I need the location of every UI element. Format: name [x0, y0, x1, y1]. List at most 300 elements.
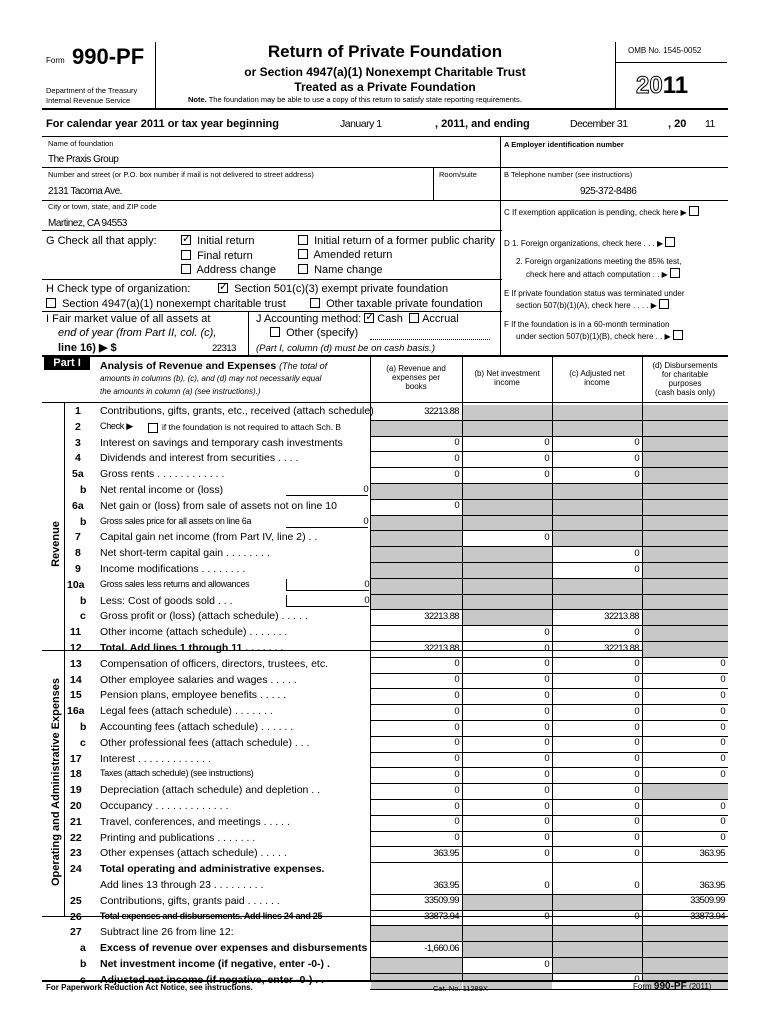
line-label: Gross profit or (loss) (attach schedule) . . . . .: [100, 610, 308, 623]
street-address[interactable]: 2131 Tacoma Ave.: [48, 186, 122, 197]
calendar-20: , 20: [668, 118, 687, 130]
shaded-cell: [553, 895, 642, 910]
line-label: Gross sales less returns and allowances: [100, 578, 250, 589]
name-label: Name of foundation: [48, 139, 114, 148]
d2-checkbox[interactable]: [670, 268, 680, 278]
shaded-cell: [643, 784, 728, 799]
g-address-change-checkbox[interactable]: [181, 264, 191, 274]
amount-col-b[interactable]: 0: [544, 753, 549, 765]
amount-col-d[interactable]: 0: [720, 721, 725, 733]
tax-year-end-yy[interactable]: 11: [705, 118, 715, 130]
g-name-change-label: Name change: [314, 264, 383, 276]
amount-col-b[interactable]: 0: [544, 958, 549, 970]
d2b-text: check here and attach computation . . ▶: [526, 270, 668, 279]
amount-col-a[interactable]: 32213.88: [424, 642, 459, 654]
h-501c3-checkbox[interactable]: [218, 283, 228, 293]
amount-col-c[interactable]: 32213.88: [604, 610, 639, 622]
city-state-zip[interactable]: Martinez, CA 94553: [48, 218, 127, 229]
fmv-assets[interactable]: 22313: [212, 343, 236, 354]
g-address-change[interactable]: [181, 264, 276, 276]
shaded-cell: [371, 563, 462, 578]
col-a-h1: (a) Revenue and: [386, 364, 446, 373]
shaded-cell: [643, 516, 728, 531]
amount-col-c[interactable]: 0: [634, 800, 639, 812]
amount-col-a[interactable]: 0: [454, 452, 459, 464]
inline-amount[interactable]: 0: [286, 516, 368, 528]
line-label: Total. Add lines 1 through 11 . . . . . . .: [100, 642, 284, 654]
line-label: Total operating and administrative expenses.: [100, 863, 325, 876]
amount-col-b[interactable]: 0: [544, 784, 549, 796]
amount-col-a[interactable]: 32213.88: [424, 405, 459, 417]
amount-col-b[interactable]: 0: [544, 721, 549, 733]
line-number: 17: [70, 752, 82, 765]
amount-col-a[interactable]: 363.95: [433, 847, 459, 859]
shaded-cell: [643, 642, 728, 657]
col-a-header: [370, 364, 462, 391]
g-label: G Check all that apply:: [46, 235, 157, 247]
amount-col-a[interactable]: 0: [454, 721, 459, 733]
amount-col-c[interactable]: 0: [634, 847, 639, 859]
amount-col-c[interactable]: 0: [634, 658, 639, 670]
line-label: Other employee salaries and wages . . . . .: [100, 673, 297, 686]
line-label: Travel, conferences, and meetings . . . . .: [100, 815, 290, 828]
line-number: 27: [70, 926, 82, 939]
shaded-cell: [643, 405, 728, 420]
col-a-h2: expenses per: [391, 373, 441, 382]
line-number: c: [80, 610, 86, 623]
amount-col-c[interactable]: 0: [634, 626, 639, 638]
amount-col-c[interactable]: 0: [634, 547, 639, 559]
amount-col-a[interactable]: 0: [454, 674, 459, 686]
line-label: Net gain or (loss) from sale of assets not on line 10: [100, 499, 337, 512]
shaded-cell: [643, 452, 728, 467]
amount-col-b[interactable]: 0: [544, 531, 549, 543]
amount-col-d[interactable]: 0: [720, 768, 725, 780]
shaded-cell: [643, 531, 728, 546]
amount-col-b[interactable]: 0: [544, 800, 549, 812]
amount-col-d[interactable]: 0: [720, 832, 725, 844]
line-label: Net short-term capital gain . . . . . . . .: [100, 547, 270, 560]
form-subtitle-1: or Section 4947(a)(1) Nonexempt Charitable Trust: [244, 65, 526, 79]
amount-col-d[interactable]: 33873.94: [690, 911, 725, 923]
line-number: c: [80, 973, 86, 986]
g-initial-former[interactable]: [298, 235, 495, 247]
amount-col-b[interactable]: 0: [544, 452, 549, 464]
line-label: Dividends and interest from securities . . . .: [100, 452, 299, 465]
d2b-label: [526, 268, 683, 279]
amount-col-d[interactable]: 0: [720, 674, 725, 686]
amount-col-c[interactable]: 0: [634, 705, 639, 717]
shaded-cell: [371, 595, 462, 610]
line-label: Other income (attach schedule) . . . . . . .: [100, 626, 288, 639]
line-number: 19: [70, 784, 82, 797]
shaded-cell: [553, 516, 642, 531]
shaded-cell: [371, 531, 462, 546]
shaded-cell: [553, 531, 642, 546]
j-other[interactable]: [270, 327, 358, 339]
tax-year-end[interactable]: December 31: [570, 118, 628, 130]
i-line-3: line 16) ▶ $: [58, 342, 117, 354]
line-number: b: [80, 721, 87, 733]
h-4947-label: Section 4947(a)(1) nonexempt charitable trust: [62, 298, 286, 310]
g-name-change[interactable]: [298, 264, 383, 276]
shaded-cell: [643, 610, 728, 625]
col-d-h4: (cash basis only): [654, 388, 716, 397]
line-label: Subtract line 26 from line 12:: [100, 926, 234, 939]
line-label: Check ▶: [100, 420, 133, 431]
line-number: 11: [70, 626, 82, 639]
amount-col-b[interactable]: 0: [544, 705, 549, 717]
amount-col-b[interactable]: 0: [544, 468, 549, 480]
h-other-taxable-label: Other taxable private foundation: [326, 298, 483, 310]
amount-col-a[interactable]: 0: [454, 500, 459, 512]
line-number: c: [80, 736, 86, 749]
amount-col-a[interactable]: 0: [454, 832, 459, 844]
inline-amount[interactable]: 0: [286, 579, 369, 591]
amount-col-a[interactable]: 0: [454, 437, 459, 449]
amount-col-b[interactable]: 0: [544, 847, 549, 859]
dept-label: Department of the Treasury: [46, 86, 138, 95]
form-label: Form: [46, 56, 65, 65]
shaded-cell: [643, 626, 728, 641]
amount-col-a[interactable]: 0: [454, 468, 459, 480]
line-number: 5a: [72, 468, 84, 481]
col-b-header: [462, 369, 552, 387]
line-number: 8: [75, 547, 81, 560]
amount-col-c[interactable]: 0: [634, 911, 639, 923]
line-label: Other professional fees (attach schedule) . . .: [100, 736, 310, 749]
amount-col-a[interactable]: 0: [454, 768, 459, 780]
amount-col-c[interactable]: 0: [634, 879, 639, 891]
line-number: b: [80, 594, 87, 607]
shaded-cell: [553, 484, 642, 499]
amount-col-a[interactable]: 33873.94: [424, 911, 459, 923]
line-number: 23: [70, 847, 82, 860]
line-label: Legal fees (attach schedule) . . . . . . .: [100, 705, 273, 718]
amount-col-b[interactable]: 0: [544, 674, 549, 686]
ein-label: A Employer identification number: [504, 140, 624, 149]
line-label: Accounting fees (attach schedule) . . . . . .: [100, 721, 294, 733]
j-label-text: J Accounting method:: [256, 313, 362, 325]
col-d-h3: purposes: [668, 379, 702, 388]
amount-col-a[interactable]: -1,660.06: [424, 942, 459, 954]
shaded-cell: [463, 579, 552, 594]
line-label: Pension plans, employee benefits . . . . .: [100, 689, 287, 702]
h-4947-checkbox[interactable]: [46, 298, 56, 308]
line-label: Excess of revenue over expenses and disbursements: [100, 942, 368, 955]
shaded-cell: [643, 942, 728, 957]
tax-year-outline: 20: [636, 72, 663, 99]
foundation-name[interactable]: The Praxis Group: [48, 154, 119, 165]
col-d-h2: for charitable: [661, 370, 709, 379]
d2a-label: 2. Foreign organizations meeting the 85% test,: [516, 257, 682, 266]
amount-col-d[interactable]: 0: [720, 753, 725, 765]
line-label: Gross rents . . . . . . . . . . . .: [100, 468, 225, 481]
inline-amount[interactable]: 0: [286, 595, 369, 607]
amount-col-d[interactable]: 0: [720, 705, 725, 717]
telephone-number[interactable]: 925-372-8486: [580, 186, 637, 197]
tax-year-bold: 11: [662, 72, 689, 99]
col-b-h2: income: [494, 378, 520, 387]
amount-col-b[interactable]: 0: [544, 832, 549, 844]
j-other-label: Other (specify): [286, 327, 359, 339]
footer-form-label: Form: [633, 982, 652, 991]
j-cash-checkbox[interactable]: [364, 313, 374, 323]
shaded-cell: [463, 547, 552, 562]
line-label: Compensation of officers, directors, trustees, etc.: [100, 657, 328, 670]
shaded-cell: [553, 579, 642, 594]
line-label: Occupancy . . . . . . . . . . . . .: [100, 800, 229, 812]
amount-col-a[interactable]: 0: [454, 737, 459, 749]
h-4947[interactable]: [46, 298, 286, 310]
shaded-cell: [463, 595, 552, 610]
amount-col-a[interactable]: 0: [454, 753, 459, 765]
amount-col-a[interactable]: 33509.99: [424, 895, 459, 907]
amount-col-b[interactable]: 0: [544, 642, 549, 654]
j-label: [256, 313, 459, 325]
form-subtitle-2: Treated as a Private Foundation: [294, 80, 476, 94]
f-checkbox[interactable]: [673, 330, 683, 340]
street-label: Number and street (or P.O. box number if mail is not delivered to street address): [48, 170, 314, 179]
h-other-taxable[interactable]: [310, 298, 483, 310]
g-amended-return-checkbox[interactable]: [298, 249, 308, 259]
amount-col-a[interactable]: 0: [454, 658, 459, 670]
col-c-header: [552, 369, 642, 387]
shaded-cell: [643, 500, 728, 515]
part1-title: [100, 360, 327, 372]
h-501c3[interactable]: [218, 283, 448, 295]
shaded-cell: [553, 405, 642, 420]
f2-label: [516, 330, 686, 341]
amount-col-c[interactable]: 0: [634, 832, 639, 844]
shaded-cell: [553, 958, 642, 973]
amount-col-c[interactable]: 0: [634, 437, 639, 449]
amount-col-a[interactable]: 0: [454, 705, 459, 717]
amount-col-a[interactable]: 0: [454, 784, 459, 796]
i-line-1: I Fair market value of all assets at: [46, 313, 211, 325]
shaded-cell: [463, 421, 552, 436]
g-initial-former-checkbox[interactable]: [298, 235, 308, 245]
j-cash-label: Cash: [377, 313, 403, 325]
line-number: 21: [70, 815, 82, 828]
col-b-h1: (b) Net investment: [474, 369, 540, 378]
amount-col-c[interactable]: 0: [634, 737, 639, 749]
amount-col-b[interactable]: 0: [544, 437, 549, 449]
g-final-return-label: Final return: [197, 250, 253, 262]
shaded-cell: [553, 942, 642, 957]
irs-label: Internal Revenue Service: [46, 96, 131, 105]
amount-col-c[interactable]: 0: [634, 721, 639, 733]
shaded-cell: [643, 926, 728, 941]
amount-col-b[interactable]: 0: [544, 879, 549, 891]
amount-col-d[interactable]: 0: [720, 689, 725, 701]
line-number: b: [80, 484, 87, 496]
line-number: 16a: [67, 705, 85, 718]
expenses-side-label: Operating and Administrative Expenses: [50, 677, 62, 887]
shaded-cell: [371, 421, 462, 436]
line-label: Gross sales price for all assets on line 6a: [100, 515, 252, 526]
omb-number: OMB No. 1545-0052: [628, 46, 702, 55]
line-number: b: [80, 958, 87, 970]
line-label: Taxes (attach schedule) (see instructions): [100, 768, 254, 779]
amount-col-d[interactable]: 363.95: [699, 847, 725, 859]
line-label: Contributions, gifts, grants, etc., received (attach schedule): [100, 405, 374, 417]
amount-col-a[interactable]: 363.95: [433, 879, 459, 891]
amount-col-c[interactable]: 0: [634, 768, 639, 780]
calendar-label: For calendar year 2011 or tax year beginning: [46, 118, 279, 130]
line-number: 9: [75, 563, 81, 575]
e-checkbox[interactable]: [659, 299, 669, 309]
line-number: 1: [75, 405, 81, 417]
j-note: (Part I, column (d) must be on cash basis.): [256, 343, 435, 354]
line-label: Net rental income or (loss): [100, 484, 224, 496]
line-number: 22: [70, 831, 82, 844]
e2-text: section 507(b)(1)(A), check here . . . . ▶: [516, 301, 657, 310]
footer-year: (2011): [688, 982, 712, 991]
line-number: b: [80, 515, 87, 528]
h-other-taxable-checkbox[interactable]: [310, 298, 320, 308]
line-label: Interest . . . . . . . . . . . . .: [100, 752, 211, 765]
room-label: Room/suite: [439, 170, 477, 179]
g-address-change-label: Address change: [196, 264, 276, 276]
g-initial-return-checkbox[interactable]: [181, 235, 191, 245]
g-name-change-checkbox[interactable]: [298, 264, 308, 274]
shaded-cell: [553, 926, 642, 941]
line-number: a: [80, 942, 86, 955]
g-initial-return[interactable]: [181, 235, 255, 247]
note-text: The foundation may be able to use a copy of this return to satisfy state reporting requirements.: [208, 95, 522, 104]
form-title: Return of Private Foundation: [267, 42, 503, 61]
d1-checkbox[interactable]: [665, 237, 675, 247]
tax-year-begin[interactable]: January 1: [340, 118, 382, 130]
amount-col-a[interactable]: 0: [454, 689, 459, 701]
j-accrual-label: Accrual: [422, 313, 459, 325]
d1-label: [504, 237, 678, 248]
line-label: Interest on savings and temporary cash investments: [100, 436, 343, 449]
g-final-return[interactable]: [181, 250, 253, 262]
h-label: H Check type of organization:: [46, 283, 191, 295]
row-rule: [370, 862, 728, 863]
shaded-cell: [643, 595, 728, 610]
amount-col-c[interactable]: 0: [634, 689, 639, 701]
amount-col-c[interactable]: 0: [634, 816, 639, 828]
col-c-h1: (c) Adjusted net: [569, 369, 625, 378]
amount-col-c[interactable]: 32213.88: [604, 642, 639, 654]
line-number: 2: [75, 420, 81, 433]
shaded-cell: [463, 942, 552, 957]
line-label: Other expenses (attach schedule) . . . . .: [100, 847, 287, 860]
line-label: Total expenses and disbursements. Add lines 24 and 25: [100, 910, 323, 921]
part1-title-tail: (The total of: [279, 361, 328, 371]
f1-label: F If the foundation is in a 60-month termination: [504, 320, 670, 329]
shaded-cell: [643, 421, 728, 436]
j-accrual-checkbox[interactable]: [409, 313, 419, 323]
line-label: Adjusted net income (if negative, enter -0-) . .: [100, 973, 325, 986]
line-label: Net investment income (if negative, enter -0-) .: [100, 958, 330, 970]
amount-col-b[interactable]: 0: [544, 658, 549, 670]
part1-desc-1: amounts in columns (b), (c), and (d) may not necessarily equal: [100, 374, 322, 383]
shaded-cell: [553, 500, 642, 515]
amount-col-b[interactable]: 0: [544, 737, 549, 749]
inline-amount[interactable]: 0: [286, 484, 368, 496]
amount-col-c[interactable]: 0: [634, 452, 639, 464]
amount-col-d[interactable]: 0: [720, 800, 725, 812]
shaded-cell: [371, 547, 462, 562]
shaded-cell: [371, 958, 462, 973]
shaded-cell: [463, 895, 552, 910]
h-501c3-label: Section 501(c)(3) exempt private foundation: [234, 283, 449, 295]
line-number: 25: [70, 894, 82, 907]
j-other-checkbox[interactable]: [270, 327, 280, 337]
amount-col-d[interactable]: 0: [720, 658, 725, 670]
amount-col-b[interactable]: 0: [544, 689, 549, 701]
amount-col-d[interactable]: 0: [720, 816, 725, 828]
amount-col-c[interactable]: 0: [634, 674, 639, 686]
amount-col-c[interactable]: 0: [634, 468, 639, 480]
g-final-return-checkbox[interactable]: [181, 250, 191, 260]
g-amended-return-label: Amended return: [313, 249, 393, 261]
amount-col-c[interactable]: 0: [634, 753, 639, 765]
shaded-cell: [643, 958, 728, 973]
c-checkbox[interactable]: [689, 206, 699, 216]
part1-title-bold: Analysis of Revenue and Expenses: [100, 360, 277, 372]
amount-col-a[interactable]: 0: [454, 800, 459, 812]
shaded-cell: [643, 484, 728, 499]
shaded-cell: [463, 484, 552, 499]
amount-col-b[interactable]: 0: [544, 816, 549, 828]
i-line-2: end of year (from Part II, col. (c),: [58, 327, 217, 339]
shaded-cell: [371, 484, 462, 499]
amount-col-d[interactable]: 33509.99: [690, 895, 725, 907]
amount-col-c[interactable]: 0: [634, 784, 639, 796]
line-number: 24: [70, 863, 82, 876]
g-initial-former-label: Initial return of a former public charity: [314, 235, 496, 247]
shaded-cell: [371, 516, 462, 531]
expenses-side-label-box: [40, 654, 72, 910]
footer-cat-no: Cat. No. 11289X: [433, 984, 488, 993]
amount-col-d[interactable]: 0: [720, 737, 725, 749]
line-number: 4: [75, 452, 81, 465]
amount-col-c[interactable]: 0: [634, 974, 639, 986]
part1-desc-2: the amounts in column (a) (see instructions).): [100, 387, 261, 396]
line-label: Depreciation (attach schedule) and depletion . .: [100, 784, 321, 797]
shaded-cell: [643, 579, 728, 594]
shaded-cell: [463, 610, 552, 625]
amount-col-a[interactable]: 0: [454, 816, 459, 828]
g-initial-return-label: Initial return: [197, 235, 255, 247]
g-amended-return[interactable]: [298, 249, 392, 261]
c-label-text: C If exemption application is pending, check here ▶: [504, 208, 687, 217]
line-label-cont: Add lines 13 through 23 . . . . . . . . .: [100, 879, 264, 891]
line-number: 12: [70, 642, 82, 654]
amount-col-b[interactable]: 0: [544, 626, 549, 638]
amount-col-c[interactable]: 0: [634, 563, 639, 575]
sch-b-checkbox[interactable]: [148, 423, 158, 433]
line-label: Capital gain net income (from Part IV, line 2) . .: [100, 531, 318, 544]
amount-col-b[interactable]: 0: [544, 768, 549, 780]
line-number: 15: [70, 689, 82, 702]
shaded-cell: [643, 468, 728, 483]
line-number: 7: [75, 531, 81, 544]
col-a-h3: books: [405, 382, 427, 391]
amount-col-b[interactable]: 0: [544, 911, 549, 923]
amount-col-d[interactable]: 363.95: [699, 879, 725, 891]
e2-label: [516, 299, 672, 310]
amount-col-a[interactable]: 32213.88: [424, 610, 459, 622]
shaded-cell: [643, 547, 728, 562]
shaded-cell: [371, 926, 462, 941]
line-label: Income modifications . . . . . . . .: [100, 563, 246, 575]
